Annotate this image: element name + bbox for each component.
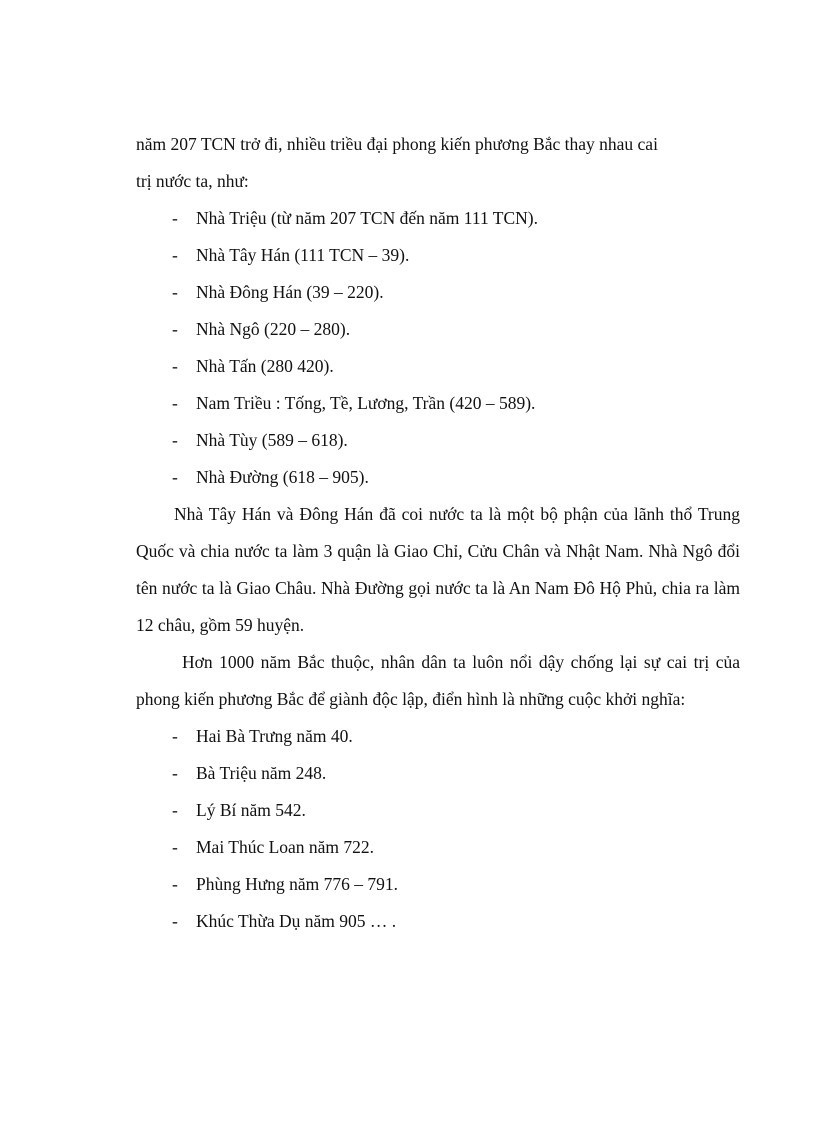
list-item: [136, 459, 740, 496]
list-item: [136, 385, 740, 422]
list-dash: -: [172, 319, 178, 339]
list-item: [136, 755, 740, 792]
list-item: [136, 829, 740, 866]
list-dash: -: [172, 467, 178, 487]
list-item: [136, 903, 740, 940]
paragraph-han-division: Nhà Tây Hán và Đông Hán đã coi nước ta là một bộ phận của lãnh thổ Trung Quốc và chia nước ta làm 3 quận là Giao Chỉ, Cửu Chân và Nhật Nam. Nhà Ngô đổi tên nước ta là Giao Châu. Nhà Đường gọi nước ta là An Nam Đô Hộ Phủ, chia ra làm 12 châu, gồm 59 huyện.: [136, 504, 740, 635]
list-dash: -: [172, 763, 178, 783]
list-dash: -: [172, 911, 178, 931]
list-dash: -: [172, 282, 178, 302]
list-item-text: Lý Bí năm 542.: [196, 800, 306, 820]
list-item: [136, 237, 740, 274]
list-item: [136, 866, 740, 903]
list-dash: -: [172, 208, 178, 228]
paragraph-uprisings-intro: Hơn 1000 năm Bắc thuộc, nhân dân ta luôn nổi dậy chống lại sự cai trị của phong kiến phương Bắc để giành độc lập, điển hình là những cuộc khởi nghĩa:: [136, 652, 740, 709]
list-dash: -: [172, 356, 178, 376]
list-item-text: Mai Thúc Loan năm 722.: [196, 837, 375, 857]
list-item-text: Bà Triệu năm 248.: [196, 763, 327, 783]
list-dash: -: [172, 430, 178, 450]
list-item: [136, 274, 740, 311]
list-item: [136, 200, 740, 237]
list-item-text: Hai Bà Trưng năm 40.: [196, 726, 353, 746]
list-item-text: Nhà Tây Hán (111 TCN – 39).: [196, 245, 410, 265]
list-item: [136, 348, 740, 385]
list-item-text: Nam Triều : Tống, Tề, Lương, Trần (420 – 589).: [196, 393, 536, 413]
list-dash: -: [172, 874, 178, 894]
document-body: [136, 126, 740, 940]
dynasty-list: [136, 200, 740, 496]
list-dash: -: [172, 393, 178, 413]
list-dash: -: [172, 837, 178, 857]
list-dash: -: [172, 800, 178, 820]
list-item-text: Nhà Triệu (từ năm 207 TCN đến năm 111 TCN).: [196, 208, 538, 228]
list-item: [136, 792, 740, 829]
uprising-list: [136, 718, 740, 940]
list-dash: -: [172, 245, 178, 265]
list-item: [136, 718, 740, 755]
list-item-text: Phùng Hưng năm 776 – 791.: [196, 874, 398, 894]
list-item-text: Nhà Tùy (589 – 618).: [196, 430, 348, 450]
list-item: [136, 311, 740, 348]
list-dash: -: [172, 726, 178, 746]
list-item-text: Nhà Ngô (220 – 280).: [196, 319, 351, 339]
list-item: [136, 422, 740, 459]
list-item-text: Nhà Đông Hán (39 – 220).: [196, 282, 384, 302]
intro-line-2: trị nước ta, như:: [136, 171, 249, 191]
list-item-text: Nhà Tấn (280 420).: [196, 356, 334, 376]
intro-line-1: năm 207 TCN trở đi, nhiều triều đại phong kiến phương Bắc thay nhau cai: [136, 134, 658, 154]
list-item-text: Nhà Đường (618 – 905).: [196, 467, 369, 487]
list-item-text: Khúc Thừa Dụ năm 905 … .: [196, 911, 397, 931]
